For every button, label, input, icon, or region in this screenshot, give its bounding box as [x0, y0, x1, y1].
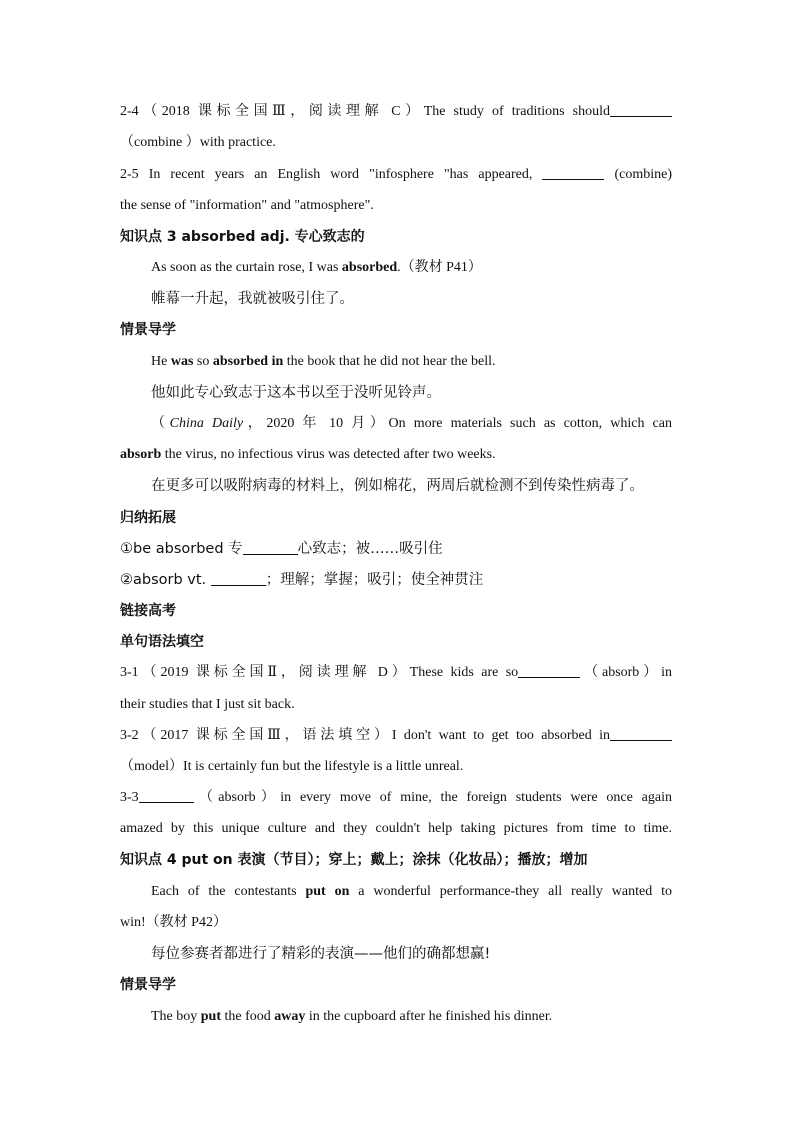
answer-blank[interactable] — [243, 540, 298, 555]
example-translation: 帷幕一升起，我就被吸引住了。 — [151, 291, 354, 307]
example-translation: 他如此专心致志于这本书以至于没听见铃声。 — [151, 385, 441, 401]
example-sentence-cont: absorb the virus, no infectious virus was detected after two weeks. — [120, 447, 496, 462]
question-3-2: 3-2（2017 课标全国Ⅲ，语法填空）I don't want to get too absorbed in — [120, 725, 672, 747]
question-3-3: 3-3 （absorb）in every move of mine, the foreign students were once again — [120, 790, 672, 805]
example-sentence: Each of the contestants put on a wonderful performance-they all really wanted to — [151, 884, 672, 899]
section-heading: 归纳拓展 — [120, 510, 176, 526]
example-sentence: The boy put the food away in the cupboard after he finished his dinner. — [151, 1009, 553, 1024]
answer-blank[interactable] — [610, 726, 672, 741]
example-translation: 在更多可以吸附病毒的材料上，例如棉花，两周后就检测不到传染性病毒了。 — [151, 478, 644, 494]
answer-blank[interactable] — [610, 102, 672, 117]
summary-item-2: ②absorb vt. ；理解；掌握；吸引；使全神贯注 — [120, 572, 484, 588]
example-sentence: As soon as the curtain rose, I was absorbed.（教材 P41） — [151, 260, 482, 275]
knowledge-point-4-heading: 知识点 4 put on 表演（节目）；穿上；戴上；涂抹（化妆品）；播放；增加 — [120, 852, 588, 868]
question-3-1: 3-1（2019 课标全国Ⅱ，阅读理解 D）These kids are so （absorb）in — [120, 665, 672, 680]
section-heading: 单句语法填空 — [120, 634, 204, 650]
question-3-1-cont: their studies that I just sit back. — [120, 697, 295, 712]
knowledge-point-3-heading: 知识点 3 absorbed adj. 专心致志的 — [120, 229, 365, 245]
question-3-3-cont: amazed by this unique culture and they couldn't help taking pictures from time to time. — [120, 821, 672, 836]
question-2-5-cont: the sense of "information" and "atmosphere". — [120, 198, 374, 213]
summary-item-1: ①be absorbed 专 心致志；被……吸引住 — [120, 541, 443, 557]
question-3-2-cont: （model）It is certainly fun but the lifestyle is a little unreal. — [120, 759, 464, 774]
answer-blank[interactable] — [518, 663, 580, 678]
example-sentence-cont: win!（教材 P42） — [120, 915, 227, 930]
example-sentence: （China Daily，2020 年 10 月）On more materials such as cotton, which can — [151, 416, 672, 431]
example-sentence: He was so absorbed in the book that he did not hear the bell. — [151, 354, 496, 369]
section-heading: 情景导学 — [120, 977, 176, 993]
section-heading: 链接高考 — [120, 603, 176, 619]
answer-blank[interactable] — [211, 571, 266, 586]
question-2-4-cont: （combine ）with practice. — [120, 135, 276, 150]
answer-blank[interactable] — [542, 165, 604, 180]
example-translation: 每位参赛者都进行了精彩的表演——他们的确都想赢! — [151, 946, 491, 962]
question-2-5: 2-5 In recent years an English word "infosphere "has appeared, (combine) — [120, 167, 672, 182]
question-2-4: 2-4（2018 课标全国Ⅲ，阅读理解 C）The study of traditions should — [120, 101, 672, 123]
section-heading: 情景导学 — [120, 322, 176, 338]
answer-blank[interactable] — [139, 788, 194, 803]
